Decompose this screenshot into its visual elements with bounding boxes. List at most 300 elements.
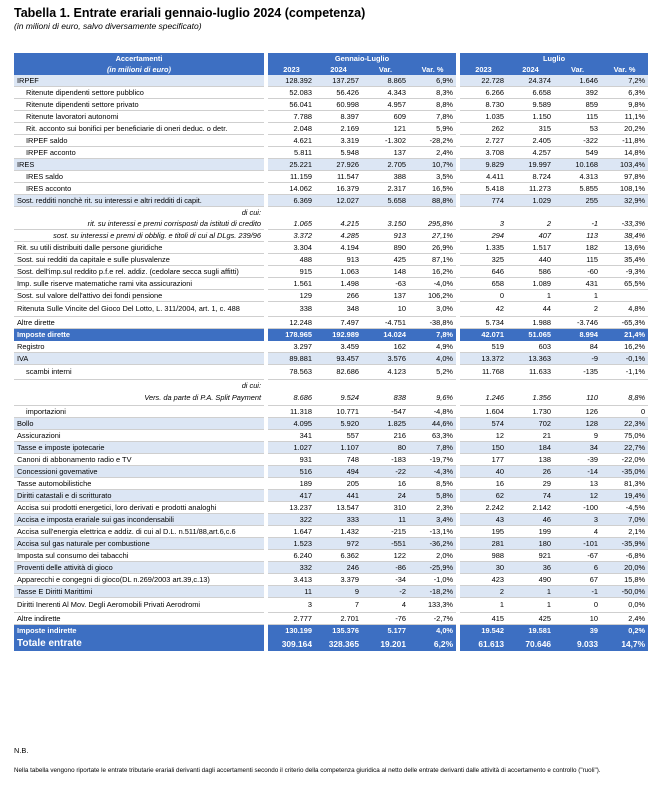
cell-value: 62 xyxy=(460,490,507,502)
cell-value: 921 xyxy=(507,550,554,562)
header-col: Var. xyxy=(554,64,601,75)
cell-value: 115 xyxy=(554,111,601,123)
cell-value: 11.547 xyxy=(315,171,362,183)
cell-value: -215 xyxy=(362,526,409,538)
cell-value: 494 xyxy=(315,466,362,478)
cell-value: -4,3% xyxy=(409,466,456,478)
cell-value: 11.633 xyxy=(507,365,554,380)
cell-value: 35,4% xyxy=(601,254,648,266)
cell-value xyxy=(268,207,315,219)
cell-value: 1.335 xyxy=(460,242,507,254)
cell-value: 338 xyxy=(268,302,315,317)
cell-value: 13.547 xyxy=(315,502,362,514)
cell-value: -4,0% xyxy=(409,278,456,290)
header-group-gennaio-luglio: Gennaio-Luglio xyxy=(268,53,456,64)
cell-value: 315 xyxy=(507,123,554,135)
cell-value: 52.083 xyxy=(268,87,315,99)
cell-value: 56.041 xyxy=(268,99,315,111)
cell-value: 87,1% xyxy=(409,254,456,266)
cell-value: 2.701 xyxy=(315,613,362,625)
cell-value: 1.432 xyxy=(315,526,362,538)
cell-value: 6.369 xyxy=(268,195,315,207)
cell-value: -14 xyxy=(554,466,601,478)
cell-value: -22,0% xyxy=(601,454,648,466)
cell-value: 266 xyxy=(315,290,362,302)
row-label: Tasse E Diritti Marittimi xyxy=(14,586,264,598)
cell-value: 61.613 xyxy=(460,637,507,651)
cell-value: 2,0% xyxy=(409,550,456,562)
table-row xyxy=(14,99,648,111)
cell-value: 7,8% xyxy=(409,442,456,454)
row-label: IRES acconto xyxy=(14,183,264,195)
table-row xyxy=(14,111,648,123)
cell-value: 549 xyxy=(554,147,601,159)
cell-value: 913 xyxy=(362,230,409,242)
cell-value: 1.825 xyxy=(362,418,409,430)
cell-value: 14,7% xyxy=(601,637,648,651)
cell-value: 1.498 xyxy=(315,278,362,290)
cell-value: 56.426 xyxy=(315,87,362,99)
cell-value: 129 xyxy=(268,290,315,302)
cell-value: 9 xyxy=(554,430,601,442)
table-row xyxy=(14,454,648,466)
row-label: Imposte indirette xyxy=(14,625,264,638)
cell-value: 5.948 xyxy=(315,147,362,159)
cell-value: 2 xyxy=(507,218,554,230)
cell-value: 19.997 xyxy=(507,159,554,171)
cell-value: 178.965 xyxy=(268,329,315,342)
cell-value: 60.998 xyxy=(315,99,362,111)
cell-value: 1.150 xyxy=(507,111,554,123)
cell-value: -36,2% xyxy=(409,538,456,550)
cell-value: -65,3% xyxy=(601,317,648,329)
table-row xyxy=(14,159,648,171)
cell-value: 103,4% xyxy=(601,159,648,171)
cell-value: 65,5% xyxy=(601,278,648,290)
cell-value: 7.497 xyxy=(315,317,362,329)
cell-value: 13 xyxy=(554,478,601,490)
cell-value: -11,8% xyxy=(601,135,648,147)
cell-value: 348 xyxy=(315,302,362,317)
nb-label: N.B. xyxy=(14,746,29,755)
cell-value: 78.563 xyxy=(268,365,315,380)
cell-value: 4.343 xyxy=(362,87,409,99)
header-col: 2024 xyxy=(315,64,362,75)
cell-value: 2.405 xyxy=(507,135,554,147)
cell-value: 557 xyxy=(315,430,362,442)
cell-value: 516 xyxy=(268,466,315,478)
cell-value: 417 xyxy=(268,490,315,502)
cell-value: 6,9% xyxy=(409,75,456,87)
row-label: Vers. da parte di P.A. Split Payment xyxy=(14,391,264,406)
table-row xyxy=(14,391,648,406)
cell-value: 16 xyxy=(460,478,507,490)
cell-value: 15,8% xyxy=(601,574,648,586)
cell-value: 488 xyxy=(268,254,315,266)
cell-value: 121 xyxy=(362,123,409,135)
cell-value: 34 xyxy=(554,442,601,454)
cell-value: 4.123 xyxy=(362,365,409,380)
cell-value: 1 xyxy=(507,598,554,613)
cell-value: 332 xyxy=(268,562,315,574)
cell-value: 1.063 xyxy=(315,266,362,278)
cell-value: 24.374 xyxy=(507,75,554,87)
cell-value: 1.246 xyxy=(460,391,507,406)
cell-value: 0 xyxy=(460,290,507,302)
row-label: Ritenute dipendenti settore privato xyxy=(14,99,264,111)
cell-value: 310 xyxy=(362,502,409,514)
cell-value: 3,0% xyxy=(409,302,456,317)
table-row xyxy=(14,637,648,651)
cell-value: 388 xyxy=(362,171,409,183)
row-label: Assicurazioni xyxy=(14,430,264,442)
cell-value: 110 xyxy=(554,391,601,406)
cell-value: -547 xyxy=(362,406,409,418)
cell-value: 9.524 xyxy=(315,391,362,406)
cell-value: 51.065 xyxy=(507,329,554,342)
cell-value: 1 xyxy=(507,290,554,302)
cell-value: 10 xyxy=(554,613,601,625)
row-label: Sost. sui redditi da capitale e sulle plusvalenze xyxy=(14,254,264,266)
cell-value: 14.062 xyxy=(268,183,315,195)
cell-value: 1.604 xyxy=(460,406,507,418)
row-label: Imp. sulle riserve matematiche rami vita assicurazioni xyxy=(14,278,264,290)
cell-value: 5,8% xyxy=(409,490,456,502)
table-body xyxy=(14,75,648,651)
cell-value: 2.169 xyxy=(315,123,362,135)
table-row xyxy=(14,466,648,478)
table-row xyxy=(14,207,648,219)
cell-value: 1.647 xyxy=(268,526,315,538)
table-row xyxy=(14,502,648,514)
table-row xyxy=(14,218,648,230)
cell-value: -38,8% xyxy=(409,317,456,329)
cell-value: 32,9% xyxy=(601,195,648,207)
cell-value: 137 xyxy=(362,290,409,302)
cell-value: 12 xyxy=(460,430,507,442)
cell-value: 3.319 xyxy=(315,135,362,147)
cell-value: 2.727 xyxy=(460,135,507,147)
cell-value: 43 xyxy=(460,514,507,526)
table-row xyxy=(14,183,648,195)
cell-value: 177 xyxy=(460,454,507,466)
cell-value: 67 xyxy=(554,574,601,586)
cell-value: -551 xyxy=(362,538,409,550)
cell-value: -101 xyxy=(554,538,601,550)
cell-value: 11.768 xyxy=(460,365,507,380)
table-row xyxy=(14,147,648,159)
cell-value: 46 xyxy=(507,514,554,526)
header-group-luglio: Luglio xyxy=(460,53,648,64)
cell-value: 7,2% xyxy=(601,75,648,87)
cell-value: 180 xyxy=(507,538,554,550)
cell-value: 423 xyxy=(460,574,507,586)
row-label: Imposte dirette xyxy=(14,329,264,342)
cell-value: 9,6% xyxy=(409,391,456,406)
cell-value: 7,8% xyxy=(409,111,456,123)
cell-value: 658 xyxy=(460,278,507,290)
header-label-accertamenti: Accertamenti xyxy=(14,53,264,64)
cell-value: 148 xyxy=(362,266,409,278)
cell-value: 4 xyxy=(554,526,601,538)
cell-value: 11.318 xyxy=(268,406,315,418)
cell-value: 10,7% xyxy=(409,159,456,171)
cell-value: 1.356 xyxy=(507,391,554,406)
cell-value: 3 xyxy=(268,598,315,613)
cell-value: 8.865 xyxy=(362,75,409,87)
cell-value: 19.201 xyxy=(362,637,409,651)
table-row xyxy=(14,266,648,278)
cell-value: 9,8% xyxy=(601,99,648,111)
cell-value: 333 xyxy=(315,514,362,526)
cell-value: 44 xyxy=(507,302,554,317)
cell-value: 14.024 xyxy=(362,329,409,342)
table-row xyxy=(14,254,648,266)
cell-value: 2.242 xyxy=(460,502,507,514)
row-label: Diritti catastali e di scritturato xyxy=(14,490,264,502)
cell-value: 1.523 xyxy=(268,538,315,550)
cell-value: 137 xyxy=(362,147,409,159)
cell-value: 13,6% xyxy=(601,242,648,254)
cell-value: -1.302 xyxy=(362,135,409,147)
table-row xyxy=(14,514,648,526)
table-row xyxy=(14,418,648,430)
table-row xyxy=(14,329,648,342)
cell-value: 441 xyxy=(315,490,362,502)
cell-value xyxy=(315,380,362,392)
cell-value: 3 xyxy=(460,218,507,230)
cell-value: 3,5% xyxy=(409,171,456,183)
cell-value: -18,2% xyxy=(409,586,456,598)
row-label: Sost. sul valore dell'attivo dei fondi pensione xyxy=(14,290,264,302)
cell-value: 21 xyxy=(507,430,554,442)
row-label: Ritenuta Sulle Vincite del Gioco Del Lotto, L. 311/2004, art. 1, c. 488 xyxy=(14,302,264,317)
cell-value: 40 xyxy=(460,466,507,478)
cell-value: 0 xyxy=(601,406,648,418)
cell-value: -67 xyxy=(554,550,601,562)
cell-value: 6,3% xyxy=(601,87,648,99)
cell-value: 4.285 xyxy=(315,230,362,242)
cell-value: 4.411 xyxy=(460,171,507,183)
cell-value: 294 xyxy=(460,230,507,242)
cell-value: 27,1% xyxy=(409,230,456,242)
cell-value: 425 xyxy=(507,613,554,625)
header-col: Var. % xyxy=(601,64,648,75)
cell-value: 16 xyxy=(362,478,409,490)
cell-value: 182 xyxy=(554,242,601,254)
header-col: 2023 xyxy=(268,64,315,75)
cell-value xyxy=(460,207,507,219)
cell-value xyxy=(601,380,648,392)
cell-value: 75,0% xyxy=(601,430,648,442)
cell-value: 11 xyxy=(268,586,315,598)
cell-value: 2,4% xyxy=(601,613,648,625)
cell-value: 2.142 xyxy=(507,502,554,514)
cell-value: 5.811 xyxy=(268,147,315,159)
cell-value xyxy=(507,380,554,392)
table-row xyxy=(14,550,648,562)
row-label: Imposta sul consumo dei tabacchi xyxy=(14,550,264,562)
cell-value: 574 xyxy=(460,418,507,430)
cell-value: -6,8% xyxy=(601,550,648,562)
table-row xyxy=(14,380,648,392)
cell-value: 126 xyxy=(554,406,601,418)
cell-value: 8.724 xyxy=(507,171,554,183)
cell-value: 88,8% xyxy=(409,195,456,207)
cell-value: 603 xyxy=(507,341,554,353)
cell-value: 30 xyxy=(460,562,507,574)
cell-value: 11 xyxy=(362,514,409,526)
row-label: Registro xyxy=(14,341,264,353)
row-label: Sost. redditi nonchè rit. su interessi e altri redditi di capit. xyxy=(14,195,264,207)
cell-value: 1 xyxy=(554,290,601,302)
cell-value: 4.621 xyxy=(268,135,315,147)
cell-value: 9.589 xyxy=(507,99,554,111)
cell-value: 3.379 xyxy=(315,574,362,586)
footnote: Nella tabella vengono riportate le entrate tributarie erariali derivanti dagli accertamenti secondo il criterio della competenza giuridica al netto delle entrate derivanti dalle attività di accertamento e controllo ("ruoli"). xyxy=(14,767,601,774)
cell-value: 7.788 xyxy=(268,111,315,123)
cell-value: 1.027 xyxy=(268,442,315,454)
cell-value: 7,8% xyxy=(409,329,456,342)
cell-value: 6.362 xyxy=(315,550,362,562)
cell-value: -28,2% xyxy=(409,135,456,147)
cell-value: 2.705 xyxy=(362,159,409,171)
table-row xyxy=(14,574,648,586)
table-row xyxy=(14,365,648,380)
row-label: Diritti Inerenti Al Mov. Degli Aeromobili Privati Aerodromi xyxy=(14,598,264,613)
cell-value: 4,8% xyxy=(601,302,648,317)
cell-value: 646 xyxy=(460,266,507,278)
cell-value: 4 xyxy=(362,598,409,613)
cell-value: 3.708 xyxy=(460,147,507,159)
cell-value: 10 xyxy=(362,302,409,317)
cell-value: 13.363 xyxy=(507,353,554,365)
row-label: Sost. dell'imp.sul reddito p.f.e rel. addiz. (cedolare secca sugli affitti) xyxy=(14,266,264,278)
cell-value: 11.273 xyxy=(507,183,554,195)
cell-value: 39 xyxy=(554,625,601,638)
cell-value: -3.746 xyxy=(554,317,601,329)
cell-value: 36 xyxy=(507,562,554,574)
cell-value: 5.920 xyxy=(315,418,362,430)
cell-value xyxy=(409,380,456,392)
row-label: Bollo xyxy=(14,418,264,430)
table-row xyxy=(14,562,648,574)
cell-value: 2.777 xyxy=(268,613,315,625)
cell-value: 6.658 xyxy=(507,87,554,99)
cell-value: 19,4% xyxy=(601,490,648,502)
header-row-groups xyxy=(14,53,648,64)
cell-value: 8,8% xyxy=(601,391,648,406)
cell-value: 21,4% xyxy=(601,329,648,342)
cell-value: 192.989 xyxy=(315,329,362,342)
row-label: Canoni di abbonamento radio e TV xyxy=(14,454,264,466)
cell-value: 10.168 xyxy=(554,159,601,171)
cell-value: 2.048 xyxy=(268,123,315,135)
cell-value: 392 xyxy=(554,87,601,99)
cell-value: 26,9% xyxy=(409,242,456,254)
cell-value: 113 xyxy=(554,230,601,242)
cell-value xyxy=(554,380,601,392)
cell-value: 609 xyxy=(362,111,409,123)
table-row xyxy=(14,135,648,147)
cell-value: 184 xyxy=(507,442,554,454)
cell-value: 42.071 xyxy=(460,329,507,342)
cell-value: 322 xyxy=(268,514,315,526)
cell-value: 586 xyxy=(507,266,554,278)
cell-value: 931 xyxy=(268,454,315,466)
table-row xyxy=(14,278,648,290)
cell-value: -322 xyxy=(554,135,601,147)
cell-value: 19.581 xyxy=(507,625,554,638)
cell-value: 6 xyxy=(554,562,601,574)
cell-value: 309.164 xyxy=(268,637,315,651)
cell-value: 8,3% xyxy=(409,87,456,99)
cell-value: 5,9% xyxy=(409,123,456,135)
cell-value: 702 xyxy=(507,418,554,430)
cell-value: 262 xyxy=(460,123,507,135)
cell-value: 13.237 xyxy=(268,502,315,514)
cell-value: 74 xyxy=(507,490,554,502)
cell-value: 16.379 xyxy=(315,183,362,195)
cell-value: -135 xyxy=(554,365,601,380)
cell-value: 26 xyxy=(507,466,554,478)
cell-value: 8.397 xyxy=(315,111,362,123)
cell-value: 8.686 xyxy=(268,391,315,406)
cell-value: 29 xyxy=(507,478,554,490)
cell-value: 6.240 xyxy=(268,550,315,562)
cell-value: -86 xyxy=(362,562,409,574)
row-label: Totale entrate xyxy=(14,637,264,651)
table-row xyxy=(14,430,648,442)
cell-value: 137.257 xyxy=(315,75,362,87)
table-row xyxy=(14,195,648,207)
cell-value: 838 xyxy=(362,391,409,406)
cell-value: 407 xyxy=(507,230,554,242)
table-row xyxy=(14,490,648,502)
cell-value: -1,1% xyxy=(601,365,648,380)
cell-value: 988 xyxy=(460,550,507,562)
cell-value: -183 xyxy=(362,454,409,466)
cell-value: 5.177 xyxy=(362,625,409,638)
cell-value xyxy=(362,207,409,219)
cell-value xyxy=(409,207,456,219)
row-label: IRPEF acconto xyxy=(14,147,264,159)
row-label: IRPEF xyxy=(14,75,264,87)
cell-value: 5,2% xyxy=(409,365,456,380)
cell-value: 295,8% xyxy=(409,218,456,230)
cell-value: 14,8% xyxy=(601,147,648,159)
row-label: Proventi delle attività di gioco xyxy=(14,562,264,574)
cell-value: 3.413 xyxy=(268,574,315,586)
cell-value: 199 xyxy=(507,526,554,538)
cell-value: 3.372 xyxy=(268,230,315,242)
cell-value: 97,8% xyxy=(601,171,648,183)
table-row xyxy=(14,526,648,538)
cell-value: 5.658 xyxy=(362,195,409,207)
cell-value: 2,3% xyxy=(409,502,456,514)
cell-value: -13,1% xyxy=(409,526,456,538)
header-label-units: (in milioni di euro) xyxy=(14,64,264,75)
cell-value: 12 xyxy=(554,490,601,502)
cell-value: 189 xyxy=(268,478,315,490)
cell-value: 9.033 xyxy=(554,637,601,651)
cell-value: 25.221 xyxy=(268,159,315,171)
cell-value: -2,7% xyxy=(409,613,456,625)
cell-value: 16,2% xyxy=(601,341,648,353)
cell-value: 1 xyxy=(507,586,554,598)
cell-value xyxy=(601,290,648,302)
table-row xyxy=(14,87,648,99)
